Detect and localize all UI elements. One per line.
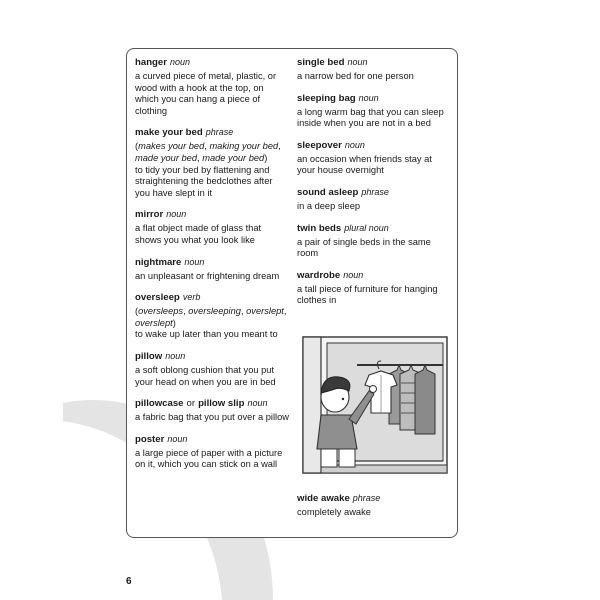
form: oversleeping (188, 306, 241, 317)
entry-sleepover (297, 139, 452, 177)
form: overslept (246, 306, 284, 317)
definition: a fabric bag that you put over a pillow (135, 412, 290, 423)
headword-alt: pillow slip (198, 398, 245, 410)
definition: a pair of single beds in the same room (297, 236, 431, 259)
left-column (135, 56, 290, 480)
definition: an occasion when friends stay at your house overnight (297, 153, 432, 176)
part-of-speech: plural noun (344, 222, 389, 233)
definition: in a deep sleep (297, 200, 361, 211)
headword: make your bed (135, 127, 203, 139)
right-column (297, 56, 452, 316)
definition: to tidy your bed by flattening and straightening the bedclothes after you have slept in it (135, 164, 273, 198)
part-of-speech: noun (167, 433, 188, 444)
definition: to wake up later than you meant to (135, 329, 278, 340)
entry-pillow (135, 350, 290, 388)
form: overslept (135, 317, 173, 328)
definition: a flat object made of glass that shows you what you look like (135, 223, 262, 245)
part-of-speech: noun (358, 92, 379, 103)
part-of-speech: noun (344, 139, 365, 150)
or-connector: or (186, 398, 196, 410)
part-of-speech: noun (184, 256, 205, 267)
entry-twin-beds (297, 222, 452, 260)
form: made your bed (135, 152, 198, 163)
definition: completely awake (297, 507, 371, 517)
wardrobe-illustration (299, 335, 449, 483)
part-of-speech: noun (170, 57, 191, 67)
entry-oversleep (135, 291, 290, 341)
entry-mirror (135, 208, 290, 246)
entry-sound-asleep (297, 186, 452, 213)
headword: wardrobe (297, 269, 341, 281)
entry-make-your-bed (135, 126, 290, 199)
headword: single bed (297, 57, 345, 68)
entry-poster (135, 433, 290, 471)
headword: oversleep (135, 292, 180, 304)
inflected-forms: (oversleeps, oversleeping, overslept, overslept) (135, 306, 287, 328)
page-number: 6 (126, 576, 132, 587)
definition: a large piece of paper with a picture on it, which you can stick on a wall (135, 447, 283, 470)
headword: poster (135, 433, 165, 445)
definition: an unpleasant or frightening dream (135, 270, 280, 281)
entry-wardrobe (297, 269, 452, 307)
entry-pillowcase (135, 397, 290, 424)
part-of-speech: phrase (361, 186, 389, 197)
entry-single-bed (297, 56, 452, 83)
headword: sleeping bag (297, 92, 356, 104)
inflected-forms: (makes your bed, making your bed, made your bed, made your bed) (135, 141, 281, 163)
form: made your bed (202, 152, 265, 163)
entry-nightmare (135, 256, 290, 283)
part-of-speech: noun (343, 269, 364, 280)
hanging-clothes (389, 365, 435, 434)
part-of-speech: phrase (352, 493, 381, 503)
definition: a narrow bed for one person (297, 71, 414, 81)
form: oversleeps (138, 306, 184, 317)
part-of-speech: noun (347, 57, 368, 67)
entry-wide-awake (297, 492, 452, 519)
wardrobe-door (303, 337, 321, 473)
headword: sleepover (297, 139, 342, 151)
definition: a soft oblong cushion that you put your head on when you are in bed (135, 364, 276, 387)
bottom-entry-column (297, 492, 452, 528)
part-of-speech: noun (166, 209, 187, 220)
entry-hanger (135, 56, 290, 117)
entry-sleeping-bag (297, 92, 452, 130)
part-of-speech: noun (247, 398, 268, 409)
part-of-speech: noun (165, 350, 186, 361)
part-of-speech: phrase (205, 127, 234, 138)
headword: wide awake (297, 493, 350, 504)
definition: a long warm bag that you can sleep inside when you are not in a bed (297, 106, 444, 129)
form: makes your bed (138, 141, 205, 152)
headword: pillowcase (135, 398, 184, 410)
definition: a tall piece of furniture for hanging clothes in (297, 283, 438, 306)
headword: hanger (135, 57, 167, 68)
headword: pillow (135, 350, 163, 362)
headword: mirror (135, 209, 164, 221)
part-of-speech: verb (182, 292, 201, 303)
headword: sound asleep (297, 186, 359, 198)
headword: twin beds (297, 222, 342, 234)
definition: a curved piece of metal, plastic, or wood with a hook at the top, on which you can hang a piece of clothing (135, 71, 277, 116)
form: making your bed (209, 141, 279, 152)
headword: nightmare (135, 256, 182, 268)
